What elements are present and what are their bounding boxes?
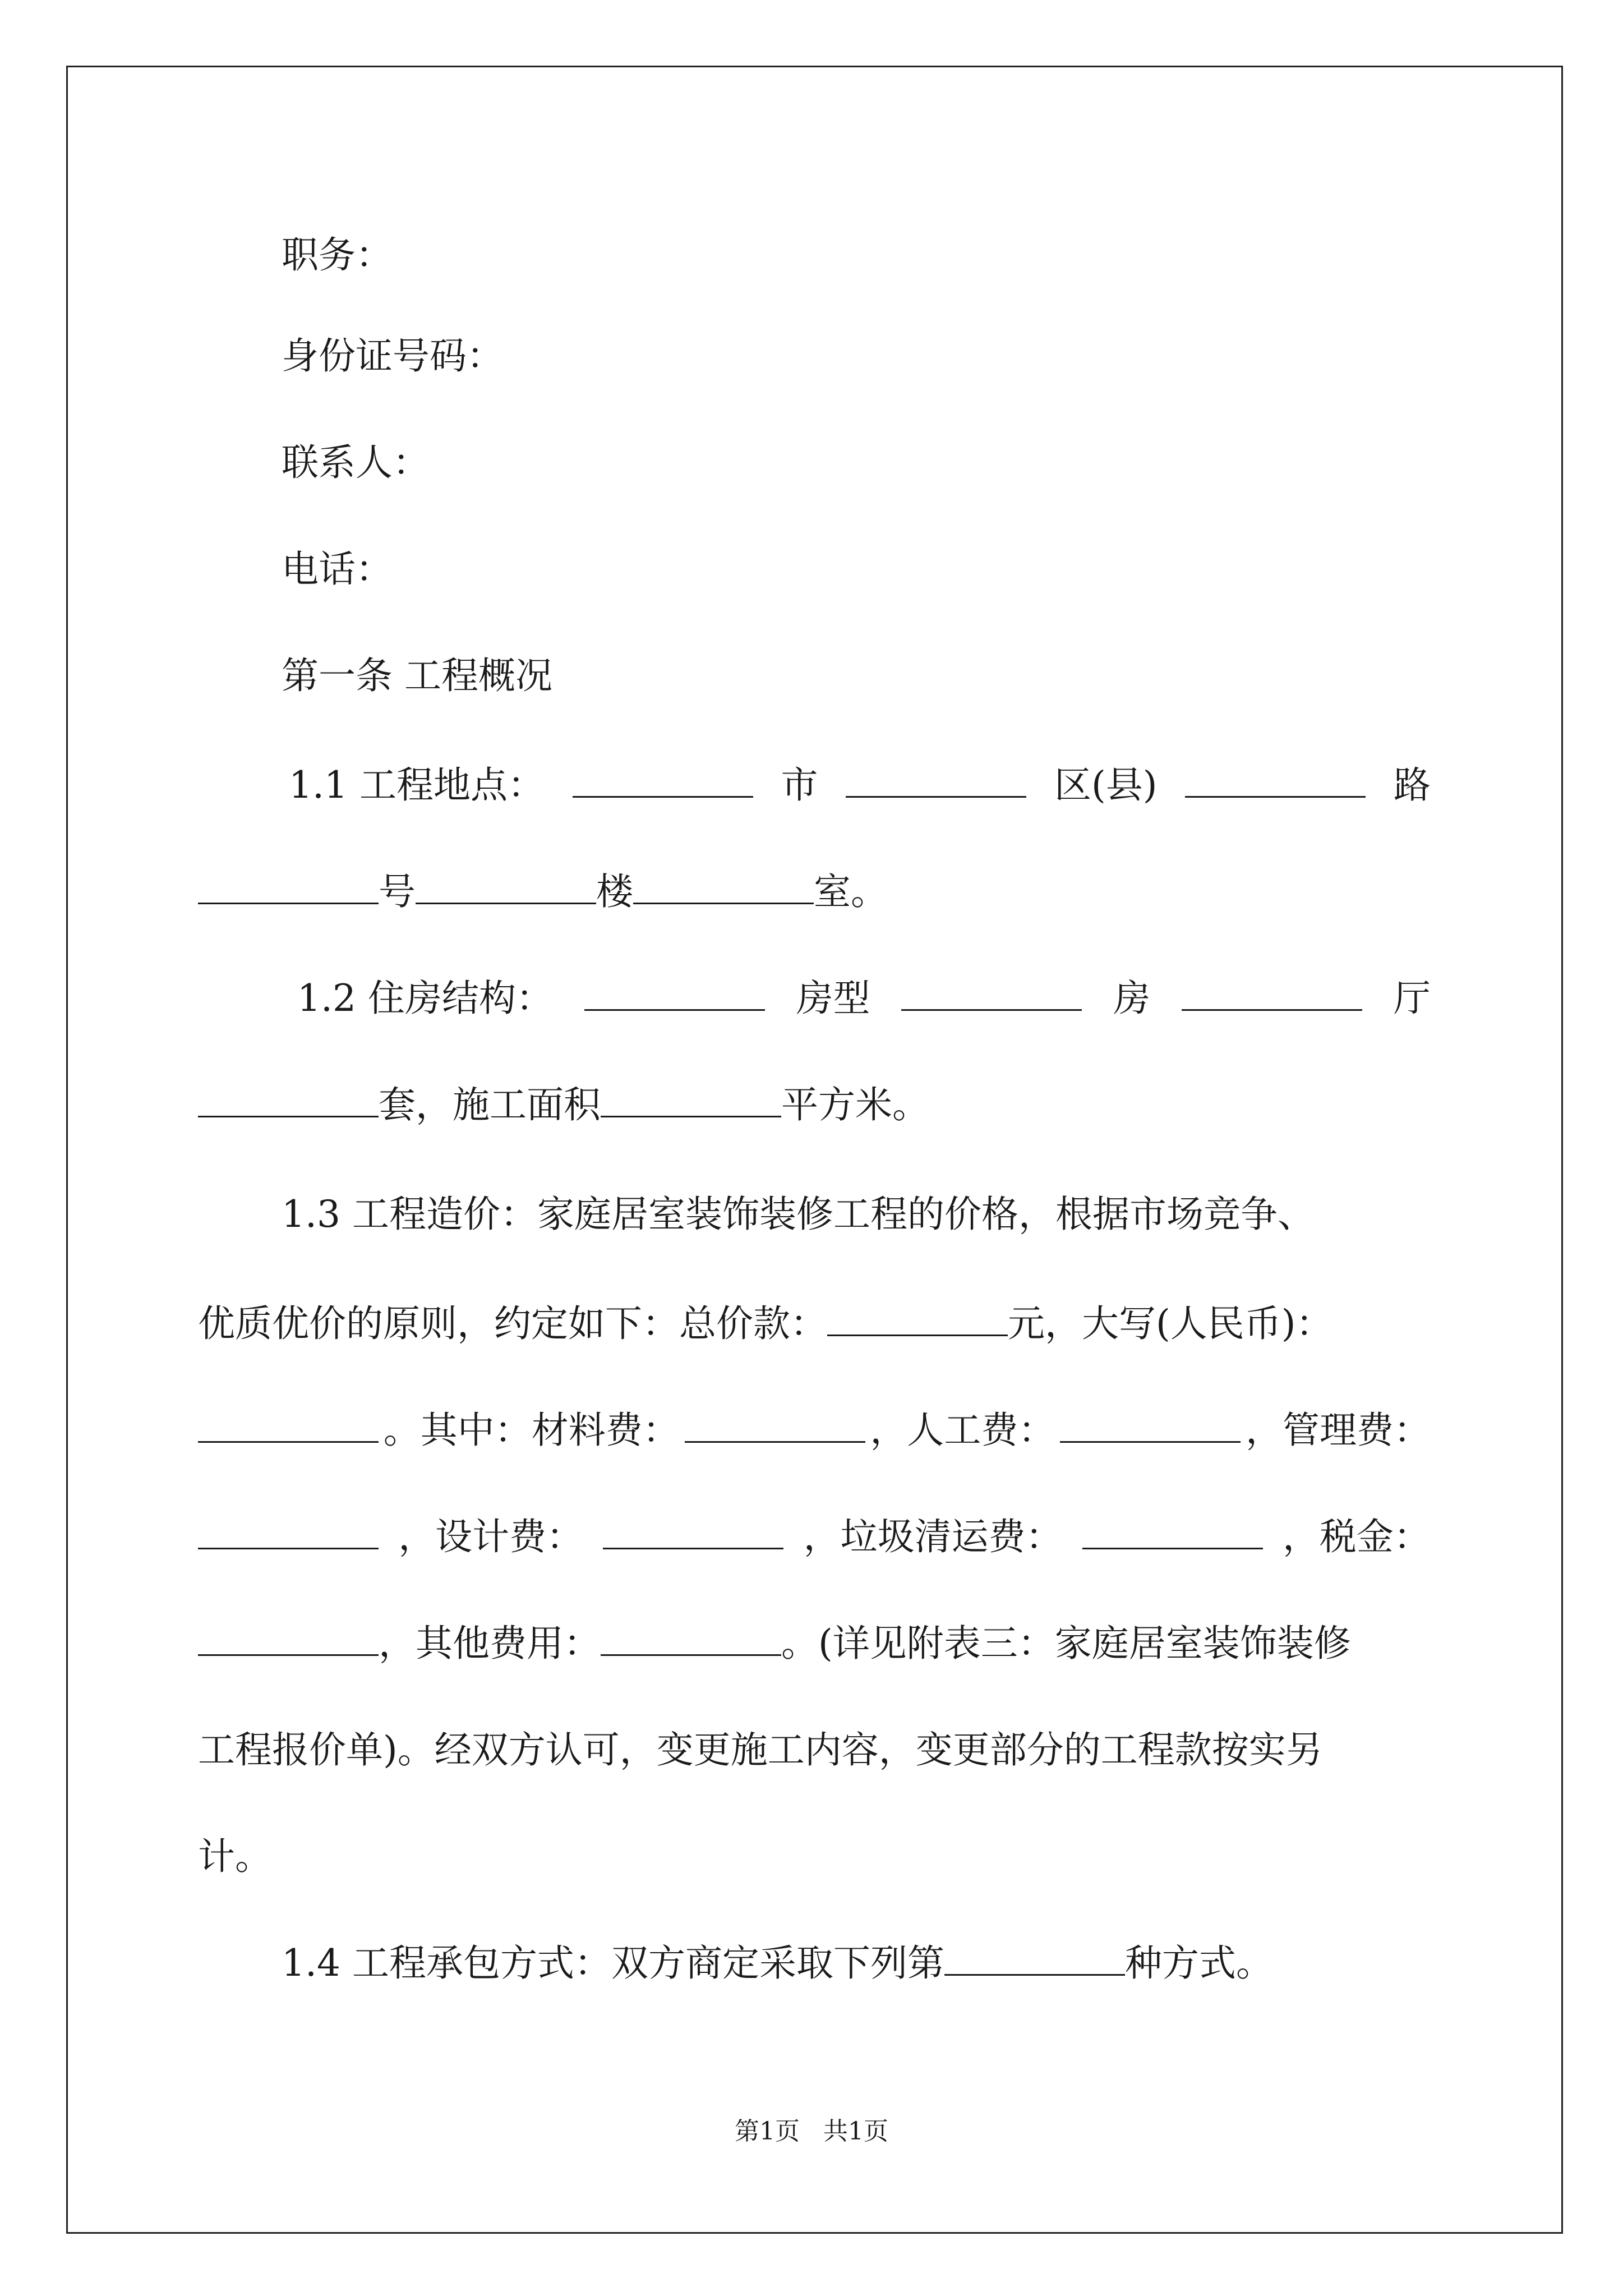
blank-hall-count[interactable] bbox=[1182, 978, 1362, 1011]
s13-line3b: ，人工费： bbox=[870, 1409, 1055, 1452]
s13-line2b: 元，大写(人民币)： bbox=[1008, 1302, 1333, 1345]
s13-line5b: 。(详见附表三：家庭居室装饰装修 bbox=[781, 1622, 1351, 1665]
phone-label: 电话： bbox=[282, 547, 393, 591]
blank-management-fee[interactable] bbox=[198, 1516, 379, 1549]
blank-number[interactable] bbox=[198, 871, 379, 904]
s12-label: 1.2 住房结构： bbox=[297, 977, 553, 1020]
section-1-3-line-3 bbox=[198, 1408, 1431, 1453]
blank-area[interactable] bbox=[601, 1084, 781, 1117]
blank-design-fee[interactable] bbox=[603, 1516, 783, 1549]
s11-road: 路 bbox=[1393, 763, 1431, 807]
blank-city[interactable] bbox=[573, 765, 753, 798]
s12-hall: 厅 bbox=[1393, 977, 1431, 1020]
s13-line5a: ，其他费用： bbox=[379, 1622, 601, 1665]
contact-label: 联系人： bbox=[282, 441, 430, 484]
blank-room-count[interactable] bbox=[901, 978, 1082, 1011]
blank-building[interactable] bbox=[416, 871, 596, 904]
section-1-3-line-1 bbox=[282, 1192, 1315, 1237]
line-zhiwu bbox=[282, 233, 393, 278]
blank-garbage-fee[interactable] bbox=[1082, 1516, 1263, 1549]
article-1-title-text: 第一条 工程概况 bbox=[282, 654, 552, 697]
s11-label: 1.1 工程地点： bbox=[289, 763, 545, 807]
s11-district: 区(县) bbox=[1054, 763, 1158, 807]
blank-total-price[interactable] bbox=[827, 1303, 1008, 1336]
s12-unit: 平方米。 bbox=[781, 1083, 929, 1126]
s13-line4c: ，税金： bbox=[1282, 1515, 1431, 1558]
s13-line3a: 。其中：材料费： bbox=[383, 1409, 680, 1452]
id-number-label: 身份证号码： bbox=[282, 334, 504, 378]
s12-room: 房 bbox=[1113, 977, 1151, 1020]
s14-line1b: 种方式。 bbox=[1124, 1941, 1273, 1985]
section-1-2-line-2 bbox=[198, 1083, 929, 1128]
s11-no: 号 bbox=[379, 870, 416, 913]
s13-line4b: ，垃圾清运费： bbox=[803, 1515, 1063, 1558]
page-border bbox=[66, 66, 1563, 2234]
s11-city: 市 bbox=[781, 763, 818, 807]
line-phone bbox=[282, 547, 393, 592]
section-1-3-line-4 bbox=[198, 1515, 1431, 1559]
s12-set: 套，施工面积 bbox=[379, 1083, 601, 1126]
s13-line4a: ，设计费： bbox=[398, 1515, 584, 1558]
blank-total-capital[interactable] bbox=[198, 1410, 379, 1443]
s13-line1: 1.3 工程造价：家庭居室装饰装修工程的价格，根据市场竞争、 bbox=[282, 1193, 1315, 1236]
line-contact bbox=[282, 440, 430, 485]
s13-line3c: ，管理费： bbox=[1245, 1409, 1431, 1452]
section-1-2-line-1 bbox=[297, 976, 1431, 1021]
blank-district[interactable] bbox=[846, 765, 1026, 798]
blank-structure[interactable] bbox=[584, 978, 765, 1011]
s11-building: 楼 bbox=[596, 870, 633, 913]
s11-room: 室。 bbox=[814, 870, 888, 913]
section-1-3-line-5 bbox=[198, 1621, 1351, 1666]
section-1-1-line-1 bbox=[289, 763, 1431, 808]
s13-line2a: 优质优价的原则，约定如下：总价款： bbox=[198, 1302, 827, 1345]
section-1-3-line-6 bbox=[198, 1728, 1323, 1773]
blank-contract-method[interactable] bbox=[944, 1943, 1125, 1976]
blank-room[interactable] bbox=[633, 871, 814, 904]
line-id-number bbox=[282, 334, 504, 379]
article-1-title bbox=[282, 654, 552, 698]
blank-material-fee[interactable] bbox=[685, 1410, 865, 1443]
blank-other-fee[interactable] bbox=[601, 1623, 781, 1656]
blank-labor-fee[interactable] bbox=[1060, 1410, 1241, 1443]
s13-line7: 计。 bbox=[198, 1835, 272, 1878]
section-1-3-line-7 bbox=[198, 1834, 272, 1879]
s12-type: 房型 bbox=[796, 977, 870, 1020]
blank-tax[interactable] bbox=[198, 1623, 379, 1656]
blank-road[interactable] bbox=[1185, 765, 1366, 798]
zhiwu-label: 职务： bbox=[282, 233, 393, 277]
page-footer: 第1页 共1页 bbox=[735, 2117, 888, 2146]
section-1-1-line-2 bbox=[198, 869, 888, 914]
section-1-3-line-2 bbox=[198, 1301, 1333, 1346]
section-1-4-line-1 bbox=[282, 1941, 1273, 1986]
s14-line1a: 1.4 工程承包方式：双方商定采取下列第 bbox=[282, 1941, 944, 1985]
s13-line6: 工程报价单)。经双方认可，变更施工内容，变更部分的工程款按实另 bbox=[198, 1728, 1323, 1772]
blank-set-count[interactable] bbox=[198, 1084, 379, 1117]
